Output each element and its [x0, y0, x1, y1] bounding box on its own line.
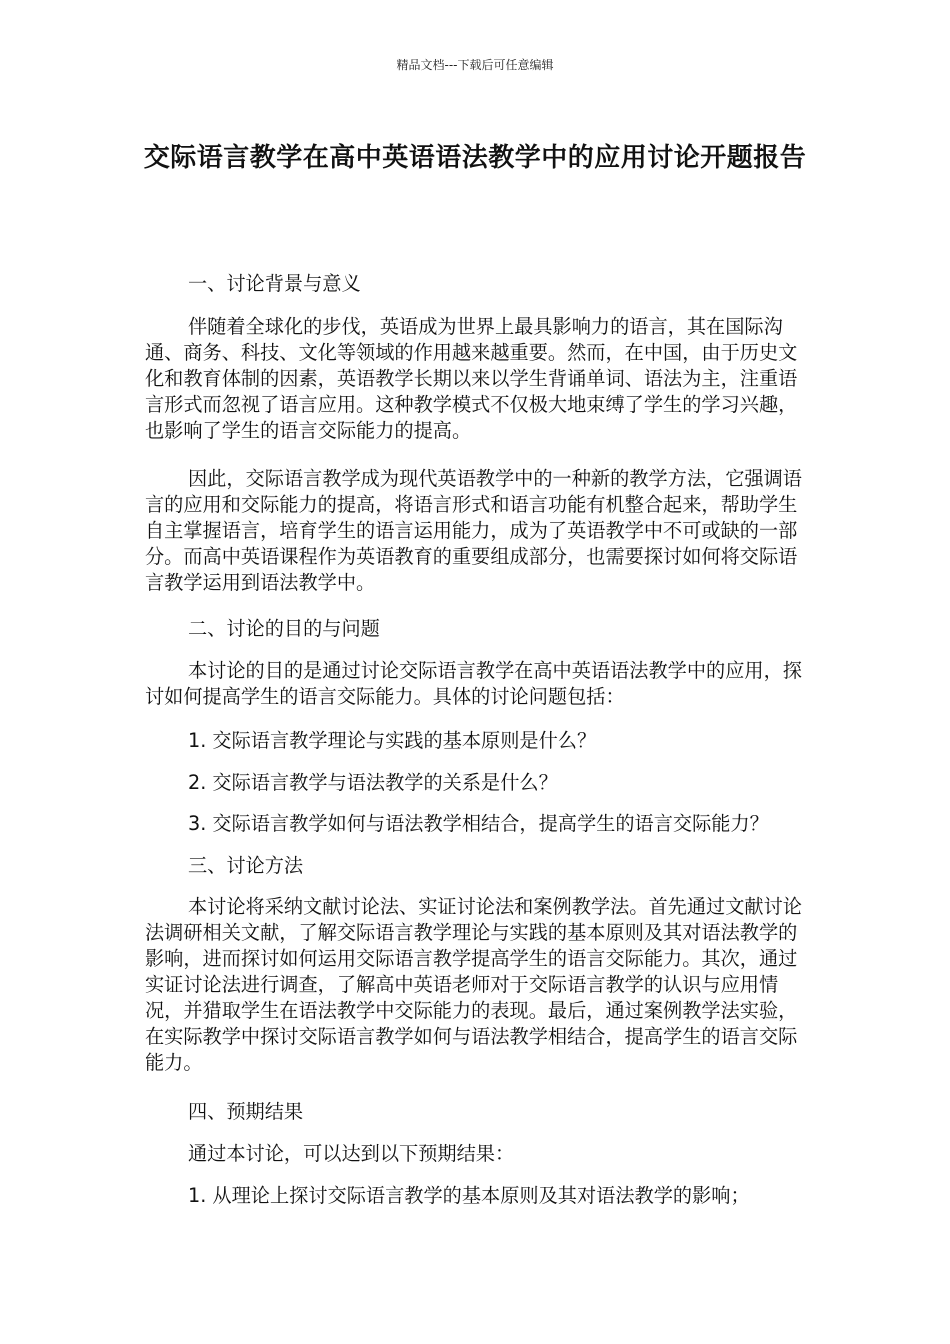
section-2-paragraph-1: 本讨论的目的是通过讨论交际语言教学在高中英语语法教学中的应用，探讨如何提高学生的语言交际能力。具体的讨论问题包括：	[145, 659, 802, 708]
section-4-heading: 四、预期结果	[188, 1100, 304, 1123]
section-1-heading: 一、讨论背景与意义	[188, 272, 361, 295]
document-title: 交际语言教学在高中英语语法教学中的应用讨论开题报告	[143, 143, 807, 173]
header-note: 精品文档---下载后可任意编辑	[396, 58, 554, 72]
section-3-paragraph-1: 本讨论将采纳文献讨论法、实证讨论法和案例教学法。首先通过文献讨论法调研相关文献，了解交际语言教学理论与实践的基本原则及其对语法教学的影响，进而探讨如何运用交际语言教学提高学生的语言交际能力。其次，通过实证讨论法进行调查，了解高中英语老师对于交际语言教学的认识与应用情况，并猎取学生在语法教学中交际能力的表现。最后，通过案例教学法实验，在实际教学中探讨交际语言教学如何与语法教学相结合，提高学生的语言交际能力。	[145, 895, 802, 1074]
section-2-question-2: 2. 交际语言教学与语法教学的关系是什么？	[188, 771, 558, 794]
section-2-question-1: 1. 交际语言教学理论与实践的基本原则是什么？	[188, 729, 597, 752]
section-1-paragraph-1: 伴随着全球化的步伐，英语成为世界上最具影响力的语言，其在国际沟通、商务、科技、文化等领域的作用越来越重要。然而，在中国，由于历史文化和教育体制的因素，英语教学长期以来以学生背诵单词、语法为主，注重语言形式而忽视了语言应用。这种教学模式不仅极大地束缚了学生的学习兴趣，也影响了学生的语言交际能力的提高。	[145, 315, 798, 442]
section-4-result-1: 1. 从理论上探讨交际语言教学的基本原则及其对语法教学的影响；	[188, 1184, 750, 1207]
section-2-question-3: 3. 交际语言教学如何与语法教学相结合，提高学生的语言交际能力？	[188, 812, 769, 835]
section-2-heading: 二、讨论的目的与问题	[188, 617, 380, 640]
section-3-heading: 三、讨论方法	[188, 854, 304, 877]
section-4-paragraph-1: 通过本讨论，可以达到以下预期结果：	[188, 1142, 515, 1165]
section-1-paragraph-2: 因此，交际语言教学成为现代英语教学中的一种新的教学方法，它强调语言的应用和交际能力的提高，将语言形式和语言功能有机整合起来，帮助学生自主掌握语言，培育学生的语言运用能力，成为了英语教学中不可或缺的一部分。而高中英语课程作为英语教育的重要组成部分，也需要探讨如何将交际语言教学运用到语法教学中。	[145, 467, 802, 594]
